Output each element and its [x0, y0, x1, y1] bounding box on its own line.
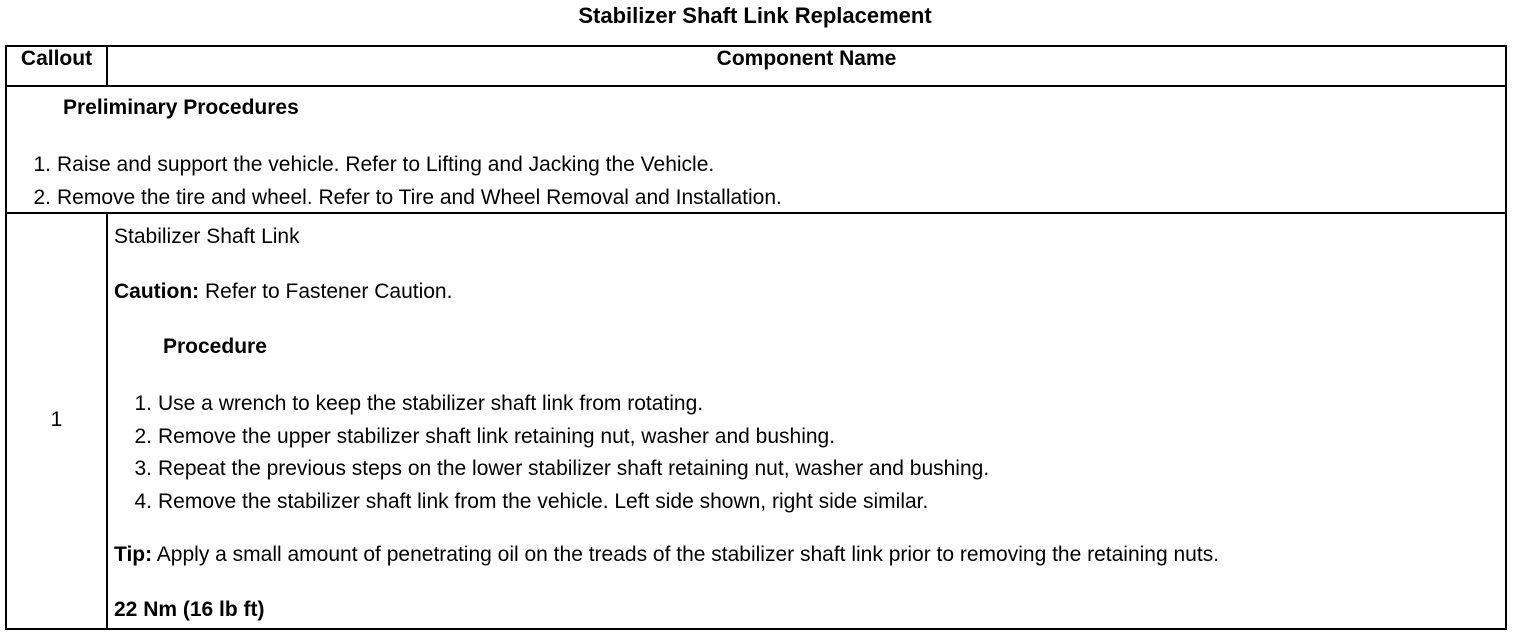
procedure-step	[108, 453, 989, 486]
step-number: 2.	[134, 424, 152, 448]
component-name: Stabilizer Shaft Link	[114, 225, 300, 248]
component-detail-cell	[107, 213, 1506, 629]
procedure-steps	[108, 388, 989, 518]
component-row	[6, 213, 1506, 629]
callout-cell	[6, 213, 107, 629]
page-title: Stabilizer Shaft Link Replacement	[578, 3, 932, 28]
preliminary-steps	[7, 148, 782, 214]
step-text: Remove the stabilizer shaft link from the vehicle. Left side shown, right side similar.	[158, 489, 929, 513]
step-number: 4.	[134, 489, 152, 513]
caution-note	[114, 279, 452, 305]
step-text: Raise and support the vehicle. Refer to Lifting and Jacking the Vehicle.	[57, 153, 715, 176]
preliminary-cell	[6, 86, 1506, 213]
header-row	[6, 46, 1506, 86]
caution-label: Caution:	[114, 280, 200, 303]
step-number: 3.	[134, 457, 152, 480]
procedure-step	[108, 486, 989, 519]
component-name-header: Component Name	[107, 46, 1506, 86]
preliminary-step	[7, 148, 782, 181]
tip-label: Tip:	[114, 543, 153, 566]
caution-text: Refer to Fastener Caution.	[199, 280, 453, 303]
step-text: Repeat the previous steps on the lower stabilizer shaft retaining nut, washer and bushing.	[158, 457, 990, 480]
procedure-heading: Procedure	[163, 335, 267, 358]
preliminary-heading: Preliminary Procedures	[63, 96, 299, 119]
step-number: 1.	[33, 153, 51, 176]
procedure-step	[108, 388, 989, 421]
step-text: Remove the tire and wheel. Refer to Tire and Wheel Removal and Installation.	[57, 186, 782, 209]
procedure-step	[108, 421, 989, 454]
preliminary-row	[6, 86, 1506, 213]
step-number: 2.	[33, 186, 51, 209]
tip-note	[114, 542, 1219, 568]
step-number: 1.	[134, 392, 152, 415]
step-text: Remove the upper stabilizer shaft link retaining nut, washer and bushing.	[158, 424, 836, 448]
callout-header: Callout	[6, 46, 107, 86]
preliminary-step	[7, 181, 782, 214]
torque-spec: 22 Nm (16 lb ft)	[114, 598, 265, 621]
tip-text: Apply a small amount of penetrating oil on the treads of the stabilizer shaft link prior to removing the retaining nuts.	[152, 543, 1220, 566]
step-text: Use a wrench to keep the stabilizer shaft link from rotating.	[158, 392, 704, 415]
callout-number: 1	[50, 408, 63, 431]
procedure-table	[5, 45, 1507, 630]
